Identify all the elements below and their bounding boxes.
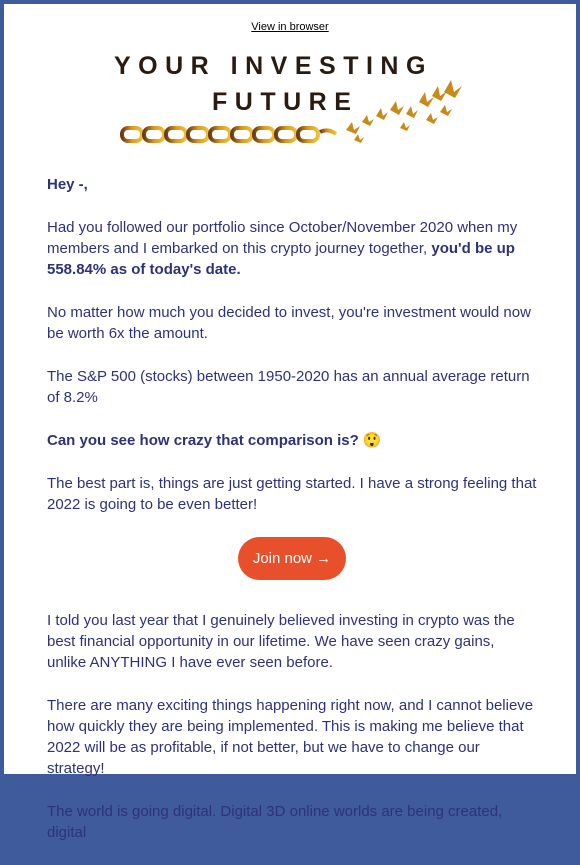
logo-line1: YOUR INVESTING bbox=[114, 52, 433, 80]
paragraph-portfolio-bold: you'd be up 558.84% as of today's date. bbox=[47, 240, 515, 278]
paragraph-exciting: There are many exciting things happening right now, and I cannot believe how quickly they are being implemented. This is making me believe that 2022 will be as profitable, if not better, but we have to change our strategy! bbox=[47, 697, 534, 777]
greeting: Hey -, bbox=[47, 176, 88, 193]
chain-birds-graphic bbox=[114, 52, 474, 152]
logo-line2: FUTURE bbox=[212, 88, 359, 116]
paragraph-last-year: I told you last year that I genuinely believed investing in crypto was the best financial opportunity in our lifetime. We have seen crazy gains, unlike ANYTHING I have ever seen before. bbox=[47, 612, 515, 671]
paragraph-investment: No matter how much you decided to invest, you're investment would now be worth 6x the amount. bbox=[47, 304, 531, 342]
paragraph-sp500: The S&P 500 (stocks) between 1950-2020 has an annual average return of 8.2% bbox=[47, 368, 530, 406]
view-in-browser-link[interactable]: View in browser bbox=[251, 21, 329, 33]
email-page bbox=[4, 4, 576, 841]
paragraph-portfolio-text: Had you followed our portfolio since October/November 2020 when my members and I embarked on this crypto journey together, bbox=[47, 219, 518, 257]
paragraph-best-part: The best part is, things are just getting started. I have a strong feeling that 2022 is going to be even better! bbox=[47, 475, 537, 513]
paragraph-digital: The world is going digital. Digital 3D online worlds are being created, digital bbox=[47, 803, 503, 841]
join-now-button[interactable]: Join now → bbox=[238, 537, 346, 580]
paragraph-portfolio bbox=[47, 217, 537, 280]
email-body bbox=[47, 174, 537, 865]
your-investing-future-logo bbox=[114, 52, 474, 152]
cta-wrapper bbox=[47, 537, 537, 580]
paragraph-comparison: Can you see how crazy that comparison is? 😲 bbox=[47, 432, 382, 449]
